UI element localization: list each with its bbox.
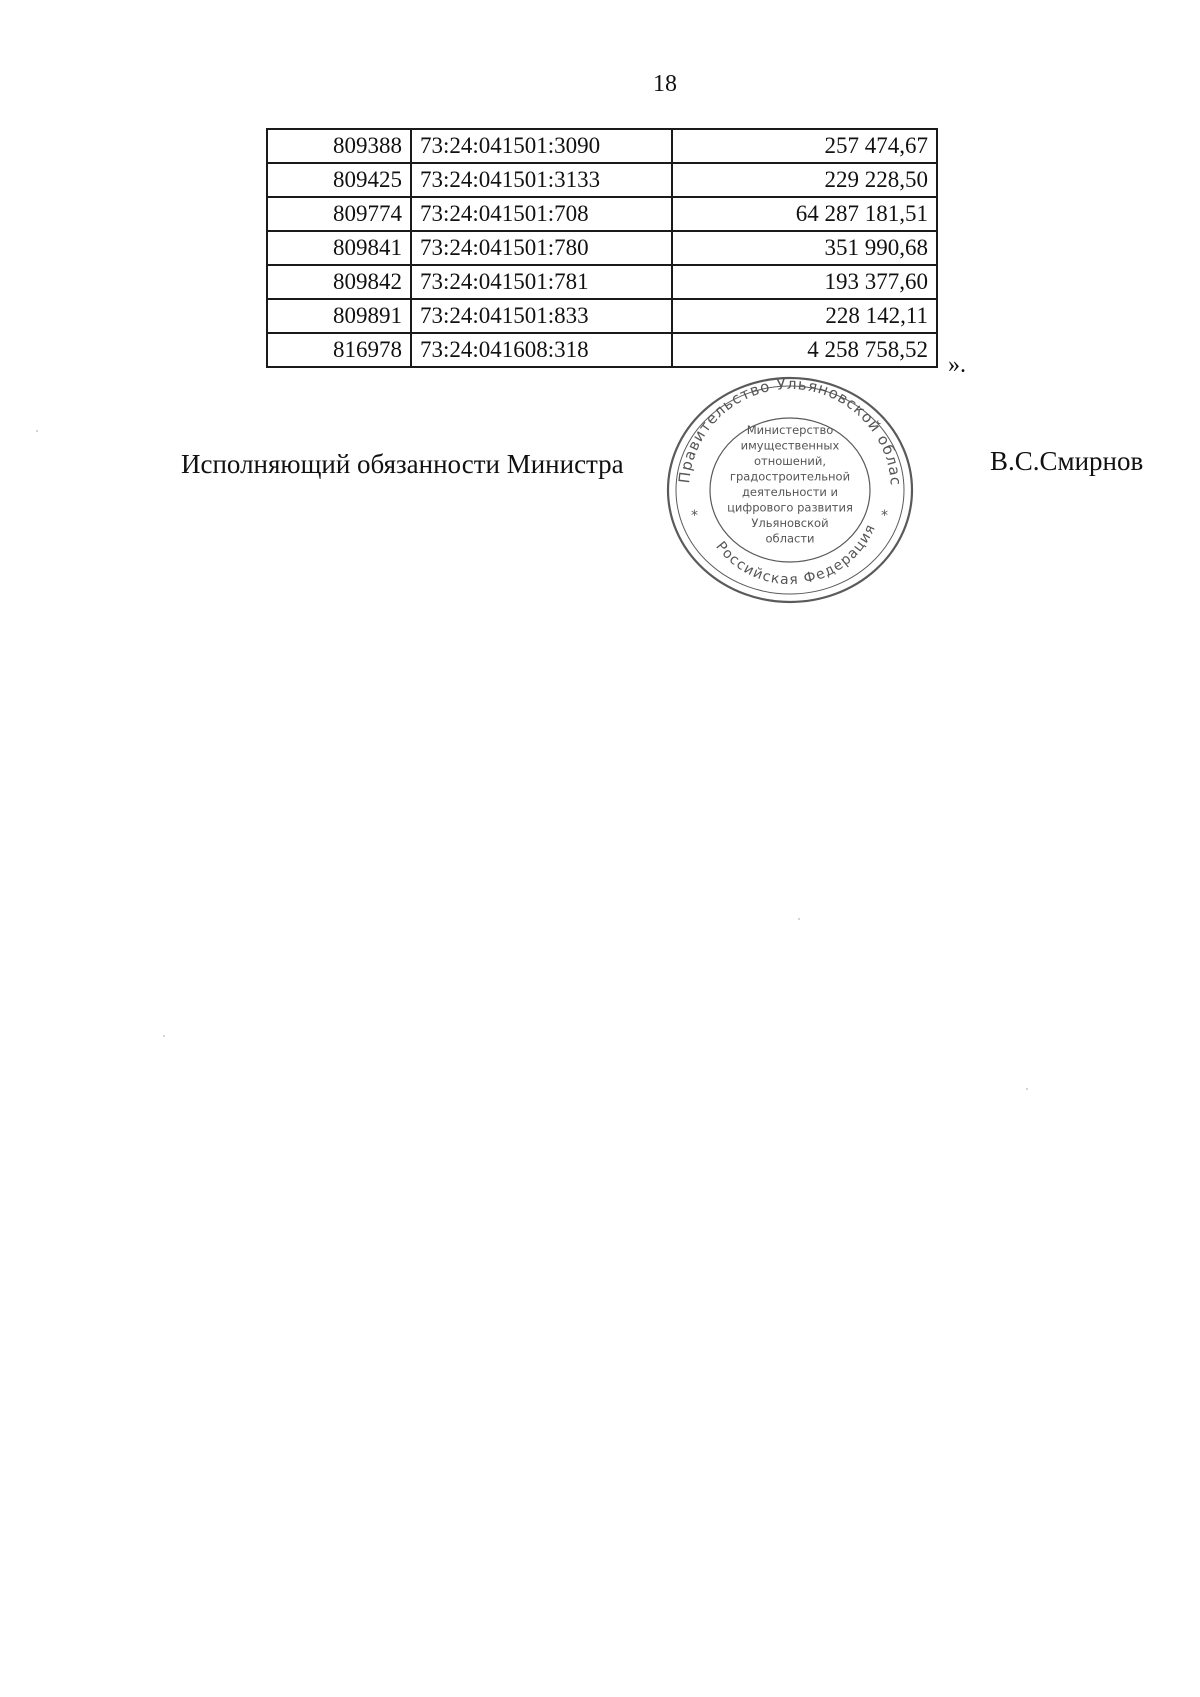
cadastral-number-cell: 73:24:041501:3090 — [411, 129, 672, 163]
object-id-cell: 809891 — [267, 299, 411, 333]
cadastral-value-cell: 228 142,11 — [672, 299, 937, 333]
page-number: 18 — [653, 71, 677, 97]
object-id-cell: 809841 — [267, 231, 411, 265]
object-id-cell: 809388 — [267, 129, 411, 163]
cadastral-value-cell: 351 990,68 — [672, 231, 937, 265]
cadastral-number-cell: 73:24:041608:318 — [411, 333, 672, 367]
seal-center-line: деятельности и — [741, 485, 839, 499]
table-row — [267, 299, 937, 333]
object-id-cell: 809842 — [267, 265, 411, 299]
cadastral-number-cell: 73:24:041501:780 — [411, 231, 672, 265]
cadastral-value-cell: 257 474,67 — [672, 129, 937, 163]
table-row — [267, 129, 937, 163]
table-row — [267, 333, 937, 367]
closing-quote: ». — [948, 352, 966, 378]
table-row — [267, 265, 937, 299]
seal-center-text — [727, 423, 853, 546]
seal-lower-text: Российская Федерация — [712, 521, 880, 589]
object-id-cell: 809774 — [267, 197, 411, 231]
object-id-cell: 809425 — [267, 163, 411, 197]
seal-center-line: цифрового развития — [727, 500, 853, 515]
cadastral-number-cell: 73:24:041501:708 — [411, 197, 672, 231]
seal-center-line: области — [765, 531, 815, 546]
cadastral-number-cell: 73:24:041501:833 — [411, 299, 672, 333]
scan-speck — [163, 1035, 165, 1037]
seal-center-line: Ульяновской — [751, 516, 829, 530]
official-seal — [653, 358, 921, 608]
table-row — [267, 163, 937, 197]
cadastral-number-cell: 73:24:041501:3133 — [411, 163, 672, 197]
seal-center-line: градостроительной — [729, 469, 851, 484]
seal-star-left: * — [691, 508, 698, 524]
registry-table — [266, 128, 938, 368]
signer-name: В.С.Смирнов — [990, 446, 1144, 476]
seal-graphic — [653, 358, 921, 608]
scan-speck — [36, 430, 38, 432]
object-id-cell: 816978 — [267, 333, 411, 367]
cadastral-value-cell: 229 228,50 — [672, 163, 937, 197]
seal-outer-text: Правительство Ульяновской области — [653, 358, 906, 487]
cadastral-value-cell: 193 377,60 — [672, 265, 937, 299]
cadastral-value-cell: 64 287 181,51 — [672, 197, 937, 231]
table-row — [267, 197, 937, 231]
scan-speck — [1026, 1088, 1028, 1090]
seal-center-line: Министерство — [746, 423, 834, 437]
signer-title: Исполняющий обязанности Министра — [181, 449, 624, 479]
cadastral-number-cell: 73:24:041501:781 — [411, 265, 672, 299]
seal-center-line: отношений, — [753, 454, 827, 468]
seal-star-right: * — [881, 508, 888, 524]
cadastral-value-cell: 4 258 758,52 — [672, 333, 937, 367]
table-row — [267, 231, 937, 265]
seal-center-line: имущественных — [740, 438, 840, 453]
scan-speck — [798, 918, 800, 920]
